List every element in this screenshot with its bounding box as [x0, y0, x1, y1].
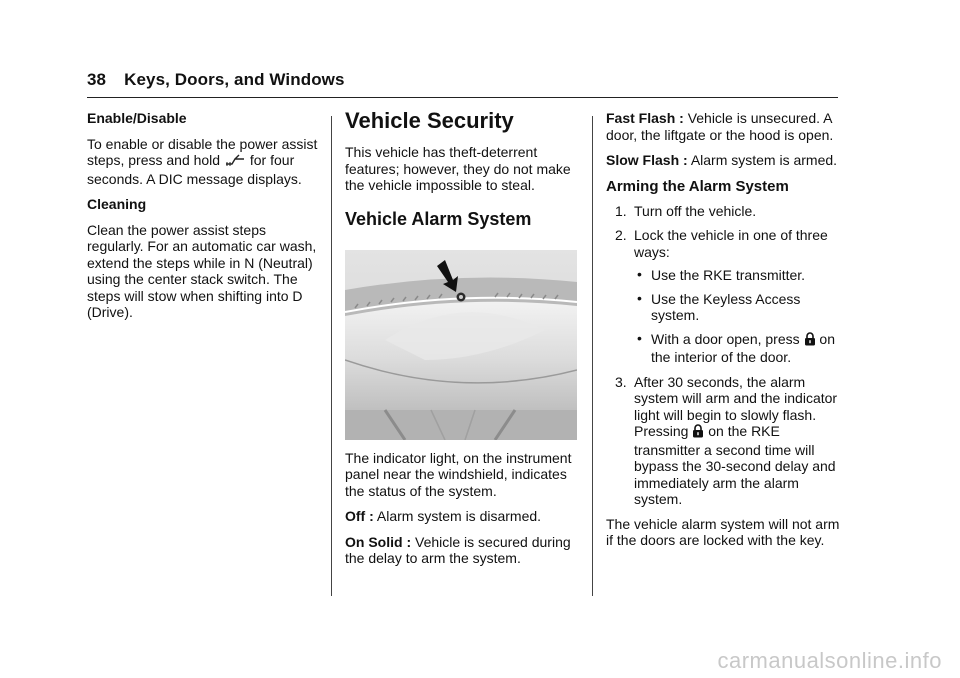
cleaning-heading: Cleaning: [87, 196, 147, 212]
security-paragraph: This vehicle has theft-deterrent features; however, they do not make the vehicle impossible to steal.: [345, 144, 571, 193]
off-text: Alarm system is disarmed.: [376, 508, 542, 524]
slow-flash-status: [606, 152, 840, 169]
header-rule: [87, 97, 838, 98]
step-text: on the RKE transmitter a second time will bypass the 30-second delay and immediately arm the alarm system.: [634, 423, 836, 507]
column-divider-1: [331, 116, 332, 596]
bullet: •: [637, 266, 642, 282]
enable-heading: Enable/Disable: [87, 110, 187, 126]
list-item: [606, 227, 840, 366]
enable-text-1: To enable or disable the power assist steps, press and hold: [87, 135, 318, 168]
page-number: 38: [87, 70, 107, 89]
list-item: [634, 267, 840, 284]
step-number: 3.: [615, 373, 627, 390]
enable-paragraph: [87, 136, 319, 188]
fast-flash-label: Fast Flash :: [606, 110, 684, 126]
fast-flash-text: Vehicle is unsecured. A door, the liftgate or the hood is open.: [606, 110, 834, 143]
chapter-title: Keys, Doors, and Windows: [124, 70, 345, 89]
section-title: Vehicle Security: [345, 108, 514, 133]
final-paragraph: The vehicle alarm system will not arm if the doors are locked with the key.: [606, 515, 840, 548]
middle-column: [345, 108, 579, 576]
on-solid-label: On Solid :: [345, 533, 412, 550]
power-steps-icon: [224, 153, 246, 171]
cleaning-paragraph: Clean the power assist steps regularly. For an automatic car wash, extend the steps while in N (Neutral) using the center stack switch. The steps will stow when shifting into D (Drive).: [87, 221, 317, 320]
bullet-text: on the interior of the door.: [651, 330, 835, 365]
off-label: Off :: [345, 508, 374, 524]
alarm-system-title: Vehicle Alarm System: [345, 208, 532, 229]
arming-title: Arming the Alarm System: [606, 177, 789, 195]
slow-flash-label: Slow Flash :: [606, 152, 688, 168]
right-column: [606, 110, 840, 558]
lock-methods-list: [634, 267, 840, 366]
lock-icon: [804, 332, 816, 350]
page-header: [87, 70, 345, 90]
step-text: Turn off the vehicle.: [634, 202, 757, 219]
lock-icon: [692, 424, 704, 442]
enable-text-2: for four seconds. A DIC message displays.: [87, 152, 302, 187]
step-number: 1.: [615, 202, 627, 219]
list-item: [606, 374, 840, 508]
list-item: [634, 331, 840, 366]
arming-steps: [606, 203, 840, 508]
step-text: Lock the vehicle in one of three ways:: [634, 227, 828, 260]
step-text: After 30 seconds, the alarm system will arm and the indicator light will begin to slowly flash. Pressing: [634, 373, 838, 439]
indicator-paragraph: The indicator light, on the instrument panel near the windshield, indicates the status of the system.: [345, 449, 572, 499]
off-status: [345, 508, 579, 525]
list-item: [606, 203, 840, 220]
left-column: [87, 110, 319, 330]
bullet: •: [637, 289, 642, 306]
step-number: 2.: [615, 227, 627, 243]
bullet-text: Use the RKE transmitter.: [651, 267, 806, 283]
bullet-text: With a door open, press: [651, 330, 800, 347]
bullet-text: Use the Keyless Access system.: [651, 290, 801, 323]
list-item: [634, 291, 840, 324]
on-solid-status: [345, 534, 579, 567]
on-solid-text: Vehicle is secured during the delay to arm the system.: [345, 533, 571, 566]
fast-flash-status: [606, 110, 840, 143]
slow-flash-text: Alarm system is armed.: [690, 152, 838, 168]
windshield-indicator-photo: [345, 250, 577, 440]
column-divider-2: [592, 116, 593, 596]
bullet: •: [637, 329, 642, 346]
watermark: carmanualsonline.info: [717, 648, 942, 673]
